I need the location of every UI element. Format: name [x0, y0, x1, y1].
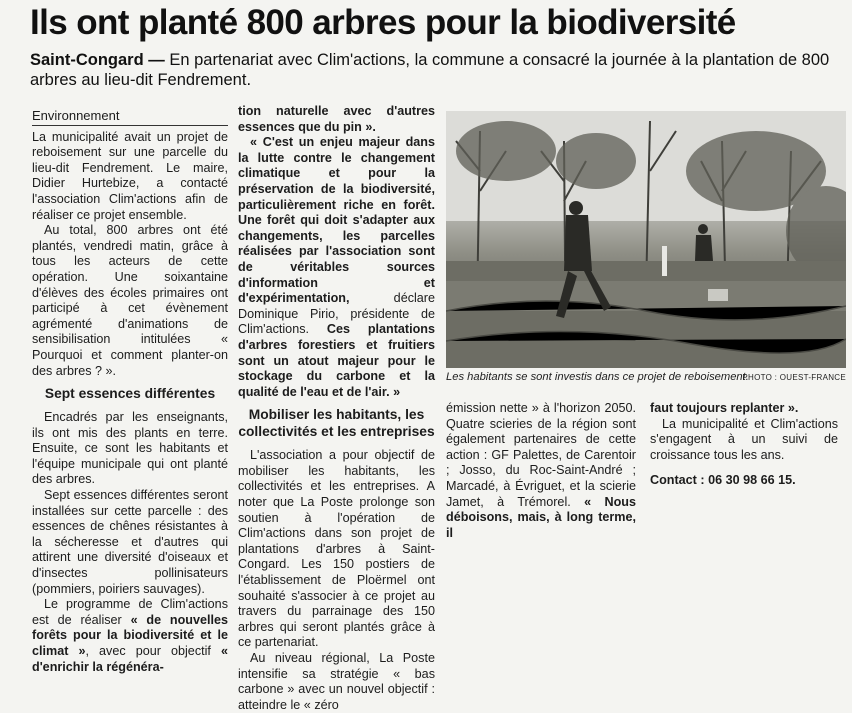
col1-paragraph-5 [32, 597, 228, 675]
photo-caption [446, 370, 846, 384]
lead-paragraph [30, 50, 830, 90]
subhead-mobiliser: Mobiliser les habitants, les collectivités et les entreprises [238, 407, 435, 440]
photo-caption-text: Les habitants se sont investis dans ce projet de reboisement. [446, 371, 749, 383]
column-4 [650, 401, 838, 489]
col2-paragraph-3: L'association a pour objectif de mobiliser les habitants, les collectivités et les entreprises. A noter que La Poste prolonge son soutien à l'opération de Clim'actions dans son projet de plantations d'arbres à Saint-Congard. Les 150 postiers de l'établissement de Ploërmel ont souhaité s'associer à ce projet au travers du parrainage des 150 arbres qui seront plantés grâce à ce partenariat. [238, 448, 435, 650]
col2-p2-quote: « C'est un enjeu majeur dans la lutte contre le changement climatique et pour la préservation de la biodiversité, particulièrement riche en forêt. Une forêt qui doit s'adapter aux changements, les parcelles réalisées par l'association sont de véritables sources d'information et d'expérimentation, [238, 135, 435, 306]
col4-p1-quote: faut toujours replanter ». [650, 401, 799, 415]
col2-paragraph-4: Au niveau régional, La Poste intensifie sa stratégie « bas carbone » avec un nouvel objectif : atteindre le « zéro [238, 651, 435, 712]
photo-credit: PHOTO : OUEST-FRANCE [742, 373, 846, 382]
col3-p1-text: émission nette » à l'horizon 2050. Quatre scieries de la région sont également partenaires de cette action : GF Palettes, de Carentoir ; Josso, du Roc-Saint-André ; Marcadé, à Évriguet, et la scierie Jamet, à Trémorel. [446, 401, 636, 509]
column-1 [32, 108, 228, 675]
col3-p1-quote: « Nous déboisons, mais, à long terme, il [446, 494, 636, 540]
col1-paragraph-2: Au total, 800 arbres ont été plantés, vendredi matin, grâce à tous les acteurs de cette opération. Une soixantaine d'élèves des écoles primaires ont participé à cet évènement agrémenté d'animations de sensibilisation intitulées « Pourquoi et comment planter-on des arbres ? ». [32, 223, 228, 378]
subhead-sept-essences: Sept essences différentes [44, 386, 216, 402]
column-2 [238, 104, 435, 713]
col1-paragraph-4: Sept essences différentes seront installées sur cette parcelle : des essences de chênes résistantes à la sécheresse et d'autres qui attirent une diversité d'oiseaux et d'insectes pollinisateurs (pommiers, poiriers sauvages). [32, 488, 228, 596]
col3-paragraph-1 [446, 401, 636, 541]
section-tag: Environnement [32, 108, 228, 126]
photo-reboisement [446, 111, 846, 368]
col1-p5-start: Le programme de Clim'actions est de réaliser [32, 597, 228, 627]
lead-text: En partenariat avec Clim'actions, la commune a consacré la journée à la plantation de 800 arbres au lieu-dit Fendrement. [30, 51, 830, 89]
col4-paragraph-2: La municipalité et Clim'actions s'engagent à un suivi de croissance tous les ans. [650, 416, 838, 462]
col2-paragraph-1 [238, 104, 435, 135]
col1-p5-mid: , avec pour objectif [85, 644, 221, 658]
contact-text: Contact : 06 30 98 66 15. [650, 473, 796, 488]
col2-p2-quote-end: Ces plantations d'arbres forestiers et fruitiers sont un atout majeur pour le stockage du carbone et la qualité de l'eau et de l'air. » [238, 322, 435, 399]
col4-paragraph-1 [650, 401, 838, 417]
col1-p5-quote1: « de nouvelles forêts pour la biodiversité et le climat » [32, 612, 228, 658]
contact-line [650, 473, 838, 489]
lead-place: Saint-Congard — [30, 51, 165, 69]
col2-p2-attribution: déclare Dominique Pirio, présidente de Clim'actions. [238, 291, 435, 337]
col2-paragraph-2 [238, 135, 435, 400]
headline: Ils ont planté 800 arbres pour la biodiversité [30, 3, 736, 42]
col1-paragraph-3: Encadrés par les enseignants, ils ont mis des plants en terre. Ensuite, ce sont les habitants et l'équipe municipale qui ont planté des arbres. [32, 410, 228, 487]
column-3 [446, 401, 636, 541]
photo-illustration [446, 111, 846, 368]
col1-p5-quote2: « d'enrichir la régénéra- [32, 644, 228, 674]
col1-paragraph-1: La municipalité avait un projet de reboisement sur une parcelle du lieu-dit Fendrement. Le maire, Didier Hurtebize, a contacté l'association Clim'actions afin de réaliser ce projet ensemble. [32, 129, 228, 222]
col2-p1-quote: tion naturelle avec d'autres essences que du pin ». [238, 104, 435, 134]
